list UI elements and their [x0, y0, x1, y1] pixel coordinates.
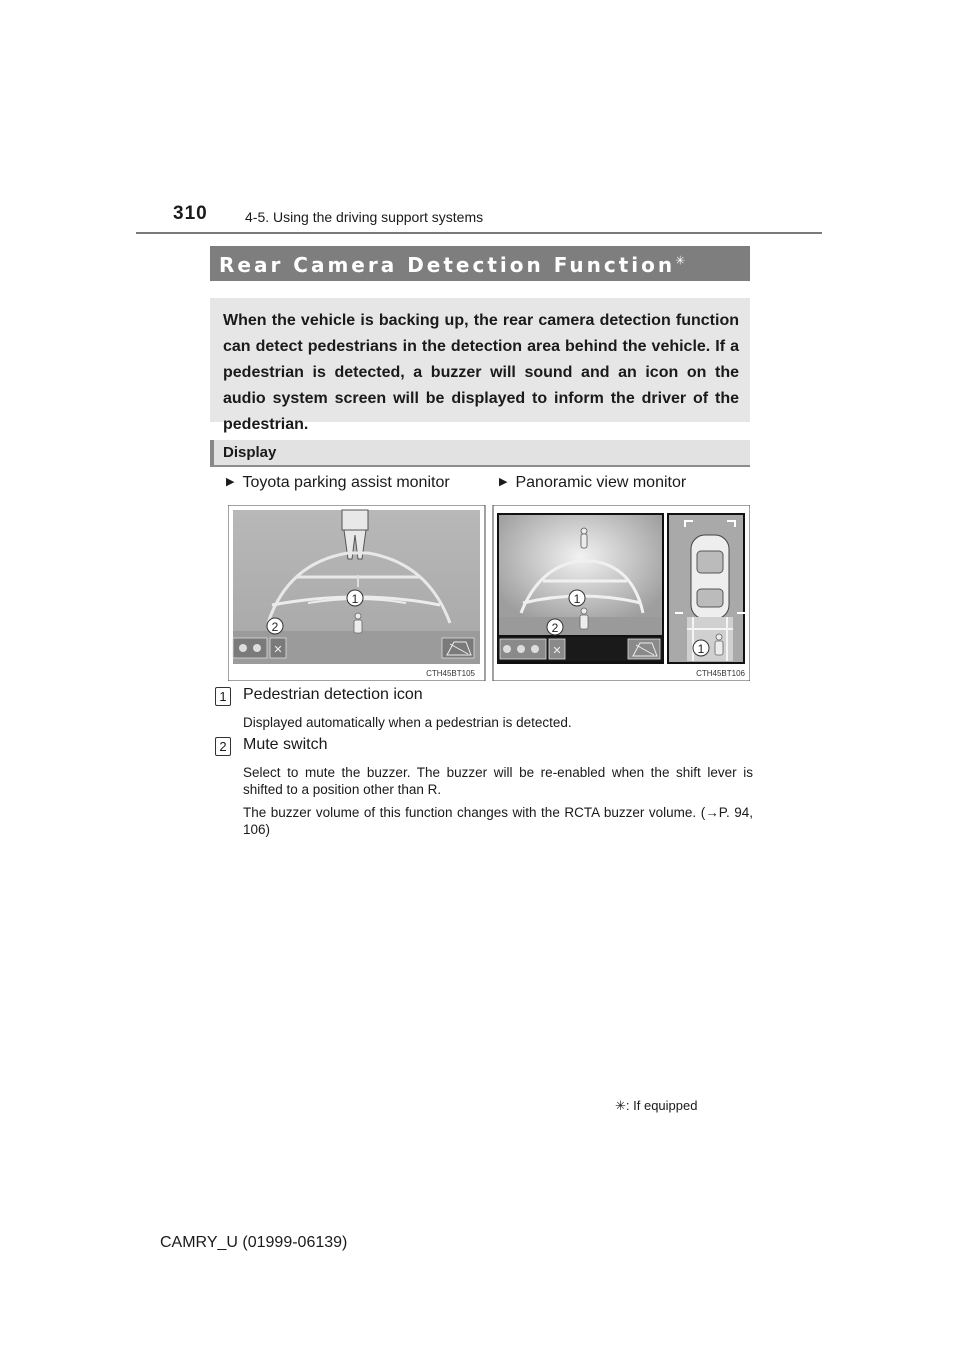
callout-1-label-right: 1 — [573, 592, 581, 606]
page-title — [219, 253, 685, 277]
left-caption — [226, 474, 450, 492]
right-caption-text: Panoramic view monitor — [515, 474, 687, 491]
item-2-title: Mute switch — [243, 736, 328, 753]
footnote — [615, 1098, 697, 1114]
svg-text:✕: ✕ — [552, 645, 562, 657]
item-2-number: 2 — [215, 737, 231, 756]
callout-2-label: 2 — [271, 620, 279, 634]
panoramic-view-monitor-image — [493, 505, 750, 681]
monitor-illustrations — [228, 505, 750, 681]
sensor-button — [233, 638, 267, 658]
header-rule — [136, 232, 822, 234]
triangle-bullet-icon: ▶ — [226, 476, 235, 488]
equipment-marker: ✳ — [675, 253, 686, 268]
footer-doc-id: CAMRY_U (01999-06139) — [160, 1234, 348, 1251]
parking-assist-monitor-image — [228, 505, 485, 681]
item-1-number: 1 — [215, 687, 231, 706]
svg-text:✕: ✕ — [273, 644, 283, 656]
callout-1-label-topview: 1 — [697, 642, 705, 656]
triangle-bullet-icon: ▶ — [499, 476, 508, 488]
item-1-title: Pedestrian detection icon — [243, 686, 423, 703]
intro-text: When the vehicle is backing up, the rear camera detection function can detect pedestrians in the detection area behind the vehicle. If a pedestrian is detected, a buzzer will sound and an icon on the audio system screen will be displayed to inform the driver of the pedestrian. — [223, 312, 739, 433]
display-heading: Display — [223, 444, 277, 461]
left-image-code: CTH45BT105 — [426, 669, 475, 678]
intro-box — [210, 298, 750, 433]
pedestrian-detection-icon — [580, 608, 588, 629]
callout-1-label: 1 — [351, 592, 359, 606]
callout-1 — [347, 590, 363, 606]
item-2-description-volume: The buzzer volume of this function changes with the RCTA buzzer volume. (→P. 94, 106) — [243, 805, 753, 837]
page-title-text: Rear Camera Detection Function — [219, 253, 676, 277]
left-caption-text: Toyota parking assist monitor — [242, 474, 450, 491]
footnote-marker: ✳ — [615, 1098, 626, 1113]
callout-1 — [569, 590, 585, 606]
display-heading-bar — [210, 440, 750, 467]
callout-2 — [267, 618, 283, 634]
right-image-code: CTH45BT106 — [696, 669, 745, 678]
car-top-view-illustration — [691, 535, 729, 619]
section-title: 4-5. Using the driving support systems — [245, 209, 484, 225]
footnote-text: : If equipped — [625, 1098, 698, 1113]
callout-2 — [547, 619, 563, 635]
callout-1 — [693, 640, 709, 656]
item-1-description: Displayed automatically when a pedestrian is detected. — [243, 715, 572, 730]
title-bar — [210, 246, 750, 281]
page-number: 310 — [173, 203, 208, 224]
callout-2-label-right: 2 — [551, 621, 559, 635]
pedestrian-detection-icon — [354, 613, 362, 633]
item-2-description: Select to mute the buzzer. The buzzer will be re-enabled when the shift lever is shifted to a position other than R. — [243, 765, 753, 797]
right-caption — [499, 474, 686, 492]
